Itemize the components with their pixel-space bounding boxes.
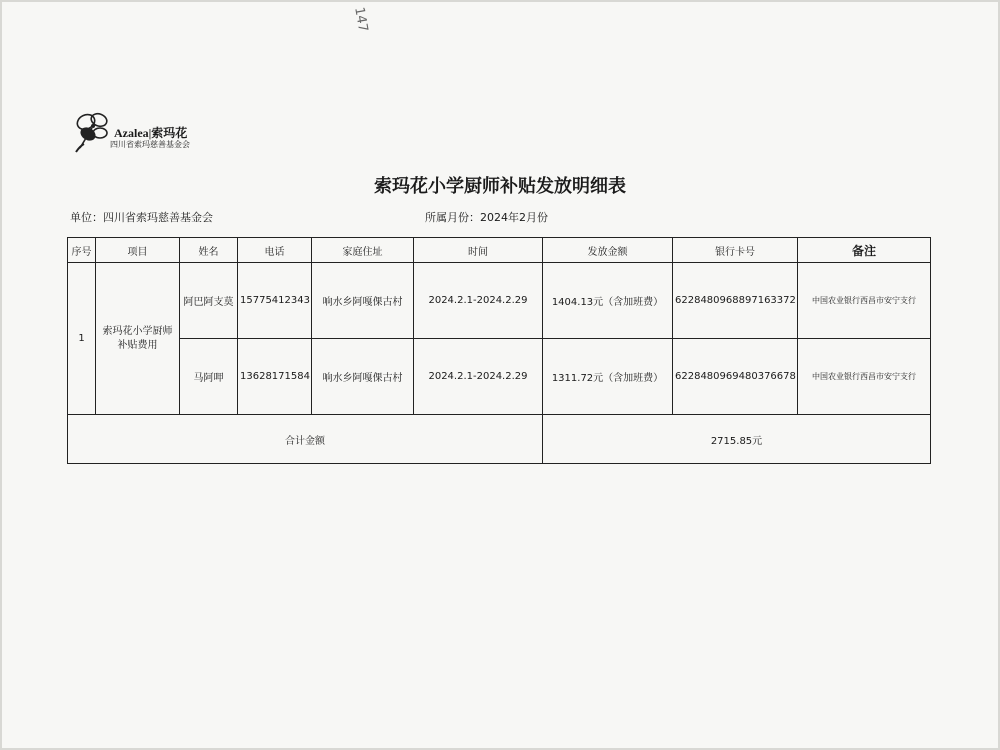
- header-card: 银行卡号: [673, 238, 798, 263]
- logo-subtitle: 四川省索玛慈善基金会: [110, 140, 190, 149]
- cell-phone: 13628171584: [238, 339, 312, 415]
- cell-note: 中国农业银行西昌市安宁支行: [798, 263, 931, 339]
- header-address: 家庭住址: [312, 238, 414, 263]
- cell-name: 阿巴阿支莫: [180, 263, 238, 339]
- month-label: 所属月份：2024年2月份: [425, 211, 548, 224]
- header-seq: 序号: [68, 238, 96, 263]
- cell-seq: 1: [68, 263, 96, 415]
- header-phone: 电话: [238, 238, 312, 263]
- subsidy-table: [67, 237, 931, 464]
- total-value: 2715.85元: [543, 415, 931, 464]
- table-header-row: [68, 238, 931, 263]
- cell-period: 2024.2.1-2024.2.29: [414, 263, 543, 339]
- logo-wordmark: Azalea|索玛花: [114, 126, 188, 140]
- header-period: 时间: [414, 238, 543, 263]
- cell-address: 响水乡阿嘎倮古村: [312, 263, 414, 339]
- cell-address: 响水乡阿嘎倮古村: [312, 339, 414, 415]
- cell-phone: 15775412343: [238, 263, 312, 339]
- cell-amount: 1404.13元（含加班费）: [543, 263, 673, 339]
- handwritten-page-number: 147: [351, 6, 371, 34]
- header-amount: 发放金额: [543, 238, 673, 263]
- cell-card: 6228480968897163372: [673, 263, 798, 339]
- table-row: [68, 263, 931, 339]
- total-row: [68, 415, 931, 464]
- cell-card: 6228480969480376678: [673, 339, 798, 415]
- header-note: 备注: [798, 238, 931, 263]
- table-row: [68, 339, 931, 415]
- total-label: 合计金额: [68, 415, 543, 464]
- unit-label: 单位：四川省索玛慈善基金会: [70, 211, 213, 224]
- page-title: 索玛花小学厨师补贴发放明细表: [374, 176, 626, 197]
- azalea-flower-icon: [72, 108, 112, 156]
- cell-name: 马阿呷: [180, 339, 238, 415]
- header-item: 项目: [96, 238, 180, 263]
- cell-amount: 1311.72元（含加班费）: [543, 339, 673, 415]
- cell-note: 中国农业银行西昌市安宁支行: [798, 339, 931, 415]
- cell-item: 索玛花小学厨师补贴费用: [96, 263, 180, 415]
- foundation-logo: [72, 108, 192, 158]
- cell-period: 2024.2.1-2024.2.29: [414, 339, 543, 415]
- header-name: 姓名: [180, 238, 238, 263]
